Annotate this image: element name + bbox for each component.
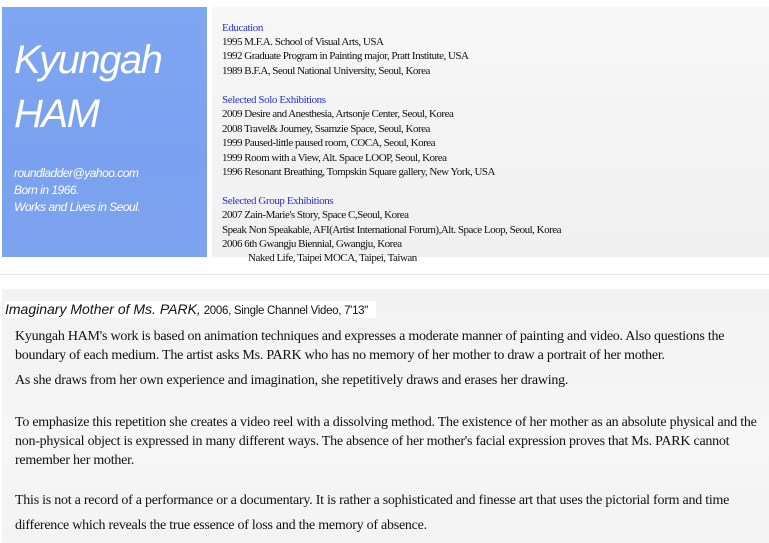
group-exhibition-item: 2007 Zain-Marie's Story, Space C,Seoul, Korea — [222, 209, 409, 221]
solo-exhibitions-heading: Selected Solo Exhibitions — [222, 94, 326, 106]
description-paragraph: As she draws from her own experience and imagination, she repetitively draws and erases her drawing. — [15, 373, 569, 388]
solo-exhibition-item: 1999 Room with a View, Alt. Space LOOP, Seoul, Korea — [222, 152, 447, 164]
education-item: 1989 B.F.A, Seoul National University, Seoul, Korea — [222, 65, 430, 77]
artist-last-name: HAM — [14, 92, 99, 136]
artist-location: Works and Lives in Seoul. — [14, 200, 141, 214]
education-item: 1992 Graduate Program in Painting major, Pratt Institute, USA — [222, 50, 469, 62]
description-paragraph: To emphasize this repetition she creates a video reel with a dissolving method. The existence of her mother as an absolute physical and the non-physical object is expressed in many different ways. The absence of her mother's facial expression proves that Ms. PARK cannot remember her mother. — [15, 415, 757, 468]
section-divider — [0, 274, 769, 275]
description-paragraph: Kyungah HAM's work is based on animation techniques and expresses a moderate manner of painting and video. Also questions the boundary of each medium. The artist asks Ms. PARK who has no memory of her mother to draw a portrait of her mother. — [15, 329, 725, 363]
artist-email[interactable]: roundladder@yahoo.com — [14, 166, 139, 180]
group-exhibitions-heading: Selected Group Exhibitions — [222, 195, 334, 207]
group-exhibition-item: Naked Life, Taipei MOCA, Taipei, Taiwan — [248, 252, 417, 264]
cv-panel — [212, 7, 769, 264]
work-title-meta: 2006, Single Channel Video, 7'13" — [200, 305, 369, 317]
group-exhibition-item: 2006 6th Gwangju Biennial, Gwangju, Korea — [222, 238, 402, 250]
solo-exhibition-item: 2008 Travel& Journey, Ssamzie Space, Seoul, Korea — [222, 123, 430, 135]
education-item: 1995 M.F.A. School of Visual Arts, USA — [222, 36, 384, 48]
group-exhibition-item: Speak Non Speakable, AFI(Artist International Forum),Alt. Space Loop, Seoul, Korea — [222, 224, 562, 236]
artist-first-name: Kyungah — [14, 38, 162, 82]
artist-born: Born in 1966. — [14, 183, 79, 197]
solo-exhibition-item: 1999 Paused-little paused room, COCA, Seoul, Korea — [222, 137, 435, 149]
solo-exhibition-item: 1996 Resonant Breathing, Tompskin Square gallery, New York, USA — [222, 166, 495, 178]
work-title — [5, 301, 376, 318]
work-title-text: Imaginary Mother of Ms. PARK, — [5, 301, 201, 317]
description-paragraph: This is not a record of a performance or a documentary. It is rather a sophisticated and finesse art that uses the pictorial form and time difference which reveals the true essence of loss and the memory of absence. — [15, 493, 730, 533]
artist-name-panel — [2, 7, 207, 257]
work-description-panel — [2, 289, 769, 543]
education-heading: Education — [222, 22, 263, 34]
solo-exhibition-item: 2009 Desire and Anesthesia, Artsonje Center, Seoul, Korea — [222, 108, 454, 120]
